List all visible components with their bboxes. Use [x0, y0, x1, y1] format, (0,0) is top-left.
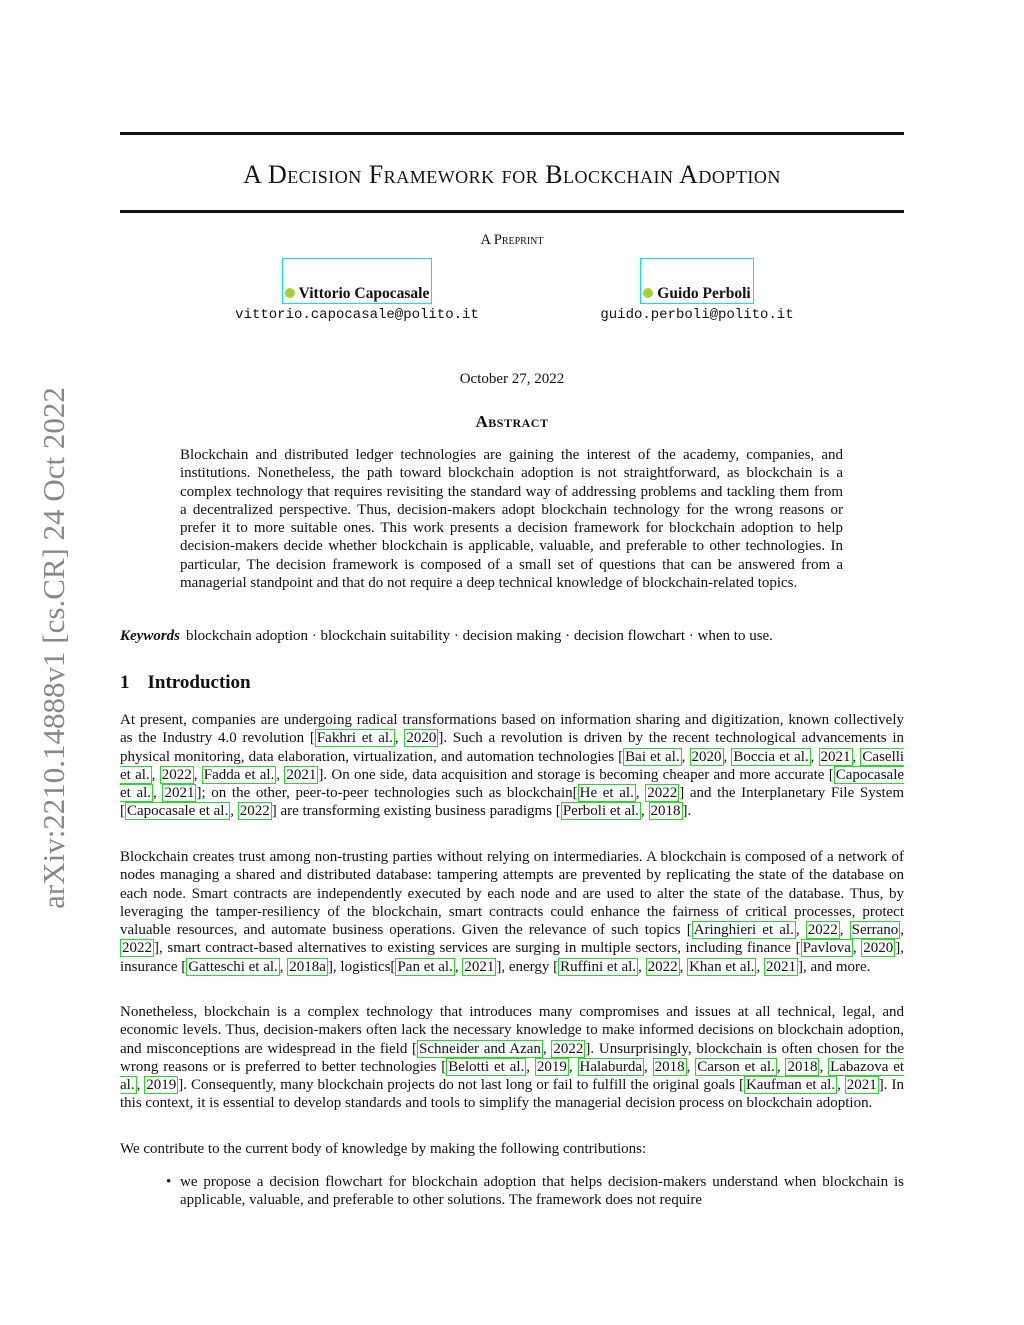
- keywords-text: blockchain adoption · blockchain suitability · decision making · decision flowchart · when to use.: [186, 628, 773, 644]
- citation-link[interactable]: Aringhieri et al.: [693, 922, 794, 939]
- text: ,: [837, 1077, 845, 1094]
- section-title: Introduction: [147, 672, 251, 693]
- citation-link[interactable]: Capocasale et al.: [127, 803, 229, 820]
- citation-link[interactable]: 2020: [691, 748, 722, 765]
- text: ,: [900, 922, 905, 939]
- keywords-label: Keywords: [120, 628, 180, 644]
- author-1: [220, 258, 494, 323]
- text: ]; on the other, peer-to-peer technologies such as blockchain[: [196, 785, 578, 802]
- text: ]. Unsurprisingly, blockchain is often chosen for the wrong reasons or is preferred to better technologies [: [120, 1040, 905, 1075]
- section-heading: [120, 672, 251, 694]
- text: ,: [136, 1077, 145, 1094]
- text: ,: [686, 1058, 696, 1075]
- text: ,: [635, 785, 646, 802]
- citation-link[interactable]: Carson et al.: [697, 1058, 775, 1075]
- arxiv-identifier: arXiv:2210.14888v1 [cs.CR] 24 Oct 2022: [36, 387, 71, 909]
- citation-link[interactable]: Pan et al.: [397, 958, 453, 975]
- citation-link[interactable]: He et al.: [579, 785, 634, 802]
- citation-link[interactable]: Schneider and Azan: [419, 1040, 541, 1057]
- text: ], and more.: [797, 958, 871, 975]
- text: ,: [776, 1058, 786, 1075]
- citation-link[interactable]: Belotti et al.: [448, 1058, 525, 1075]
- orcid-icon[interactable]: [285, 288, 295, 298]
- citation-link[interactable]: 2021: [464, 958, 495, 975]
- citation-link[interactable]: 2020: [863, 940, 894, 957]
- text: ]. Such a revolution is driven by the recent technological advancements in physical monitoring, data elaboration, virtualization, and automation technologies [: [120, 730, 905, 765]
- citation-link[interactable]: 2022: [161, 766, 192, 783]
- text: Nonetheless, blockchain is a complex technology that introduces many compromises and issues at all technical, legal, and economic levels. Thus, decision-makers often lack the necessary knowledge to make informed decisions on blockchain adoption, and misconceptions are widespread in the field [: [120, 1004, 904, 1057]
- citation-link[interactable]: Khan et al.: [689, 958, 755, 975]
- text: ,: [810, 748, 819, 765]
- citation-link[interactable]: 2019: [536, 1058, 567, 1075]
- author-2: [580, 258, 814, 323]
- text: Blockchain creates trust among non-trusting parties without relying on intermediaries. A blockchain is composed of a network of nodes managing a shared and distributed database: tampering attempts are prevented by replicating the state of the database on each node. Smart contracts are independently executed by each node and are used to alter the state of the database. Thus, by leveraging the tamper-resiliency of the blockchain, smart contracts could enhance the fairness of critical processes, protect valuable resources, and automate business operations. Given the relevance of such topics [: [120, 849, 904, 939]
- text: ,: [723, 748, 732, 765]
- citation-link[interactable]: 2021: [846, 1077, 877, 1094]
- citation-link[interactable]: 2022: [122, 940, 152, 957]
- citation-link[interactable]: 2022: [647, 785, 678, 802]
- citation-link[interactable]: 2018: [654, 1058, 685, 1075]
- text: ,: [230, 803, 238, 820]
- text: ], energy [: [496, 958, 559, 975]
- keywords: [120, 628, 904, 645]
- publication-date: October 27, 2022: [459, 371, 565, 387]
- text: ]. In this context, it is essential to develop standards and tools to simplify the managerial decision process on blockchain adoption.: [120, 1077, 904, 1112]
- text: ,: [819, 1058, 829, 1075]
- text: ,: [153, 785, 163, 802]
- text: ,: [276, 766, 285, 783]
- citation-link[interactable]: Boccia et al.: [733, 748, 809, 765]
- citation-link[interactable]: Bai et al.: [625, 748, 680, 765]
- citation-link[interactable]: Ruffini et al.: [560, 958, 637, 975]
- citation-link[interactable]: Fakhri et al.: [316, 730, 393, 747]
- author-2-name-link[interactable]: [640, 258, 753, 304]
- preprint-label: A Preprint: [480, 232, 544, 248]
- text: At present, companies are undergoing radical transformations based on information sharing and digitization, known collectively as the Industry 4.0 revolution [: [120, 712, 904, 747]
- text: ].: [682, 803, 692, 820]
- abstract-heading: Abstract: [475, 412, 549, 431]
- citation-link[interactable]: 2021: [820, 748, 851, 765]
- citation-link[interactable]: Halaburda: [579, 1058, 642, 1075]
- text: ,: [568, 1058, 578, 1075]
- bullet-marker: •: [166, 1174, 172, 1190]
- text: ,: [643, 1058, 653, 1075]
- text: ,: [795, 922, 806, 939]
- intro-paragraph-2: [120, 848, 904, 976]
- section-number: 1: [120, 672, 130, 693]
- author-1-name: Vittorio Capocasale: [298, 285, 430, 302]
- citation-link[interactable]: Gatteschi et al.: [188, 958, 278, 975]
- citation-link[interactable]: Perboli et al.: [562, 803, 640, 820]
- text: ,: [454, 958, 463, 975]
- text: ], insurance [: [120, 940, 904, 975]
- citation-link[interactable]: Pavlova: [802, 940, 851, 957]
- citation-link[interactable]: 2022: [807, 922, 838, 939]
- intro-paragraph-3: [120, 1003, 904, 1113]
- citation-link[interactable]: Caselli et al.: [120, 748, 905, 783]
- text: ,: [151, 766, 160, 783]
- text: ,: [756, 958, 764, 975]
- text: ,: [839, 922, 850, 939]
- text: ,: [679, 958, 688, 975]
- text: ,: [852, 940, 862, 957]
- title-top-rule: [120, 132, 904, 135]
- intro-paragraph-4: We contribute to the current body of knowledge by making the following contributions:: [120, 1141, 647, 1157]
- text: ] and the Interplanetary File System [: [120, 785, 905, 820]
- citation-link[interactable]: 2020: [406, 730, 437, 747]
- paper-title: A Decision Framework for Blockchain Adoption: [243, 160, 781, 189]
- text: ], smart contract-based alternatives to existing services are surging in multiple sectors, including finance [: [154, 940, 801, 957]
- text: ] are transforming existing business paradigms [: [271, 803, 561, 820]
- text: ]. On one side, data acquisition and storage is becoming cheaper and more accurate [: [318, 766, 834, 783]
- abstract-text: Blockchain and distributed ledger technologies are gaining the interest of the academy, companies, and institutions. Nonetheless, the path toward blockchain adoption is not straightforward, as blockchain is a complex technology that requires revisiting the standard way of addressing problems and tackling them from a decentralized perspective. Thus, decision-makers adopt blockchain technology for the wrong reasons or prefer it to more suitable ones. This work presents a decision framework for blockchain adoption to help decision-makers decide whether blockchain is applicable, valuable, and preferable to other technologies. In particular, The decision framework is composed of a small set of questions that can be answered from a managerial standpoint and that do not require a deep technical knowledge of blockchain-related topics.: [180, 447, 843, 592]
- citation-link[interactable]: Serrano: [851, 922, 899, 939]
- citation-link[interactable]: 2018: [787, 1058, 818, 1075]
- text: ,: [852, 748, 861, 765]
- citation-link[interactable]: Kaufman et al.: [745, 1077, 836, 1094]
- citation-link[interactable]: 2022: [239, 803, 270, 820]
- text: ,: [641, 803, 649, 820]
- text: ,: [526, 1058, 535, 1075]
- text: ], logistics[: [327, 958, 396, 975]
- citation-link[interactable]: 2021: [286, 766, 317, 783]
- text: ,: [394, 730, 405, 747]
- citation-link[interactable]: Capocasale et al.: [120, 766, 905, 802]
- citation-link[interactable]: Labazova et al.: [120, 1058, 905, 1094]
- text: ,: [542, 1040, 552, 1057]
- citation-link[interactable]: 2018: [650, 803, 681, 820]
- bullet-text: we propose a decision flowchart for blockchain adoption that helps decision-makers understand when blockchain is applicable, valuable, and preferable to other solutions. The framework does not require: [180, 1174, 904, 1209]
- citation-link[interactable]: 2021: [164, 785, 195, 802]
- citation-link[interactable]: 2021: [765, 958, 796, 975]
- orcid-icon[interactable]: [643, 288, 653, 298]
- text: ,: [193, 766, 202, 783]
- text: ]. Consequently, many blockchain projects do not last long or fail to fulfill the original goals [: [178, 1077, 744, 1094]
- author-1-name-link[interactable]: [282, 258, 433, 304]
- citation-link[interactable]: 2019: [146, 1077, 177, 1094]
- citation-link[interactable]: 2018a: [289, 958, 326, 975]
- text: ,: [638, 958, 646, 975]
- author-2-email: guido.perboli@polito.it: [600, 307, 794, 323]
- contribution-bullet-1: [166, 1173, 904, 1210]
- text: ,: [279, 958, 288, 975]
- citation-link[interactable]: 2022: [647, 958, 678, 975]
- author-2-name: Guido Perboli: [657, 285, 751, 302]
- citation-link[interactable]: 2022: [553, 1040, 584, 1057]
- intro-paragraph-1: [120, 711, 904, 821]
- author-1-email: vittorio.capocasale@polito.it: [235, 307, 479, 323]
- title-bottom-rule: [120, 210, 904, 213]
- citation-link[interactable]: Fadda et al.: [203, 766, 275, 783]
- text: ,: [681, 748, 690, 765]
